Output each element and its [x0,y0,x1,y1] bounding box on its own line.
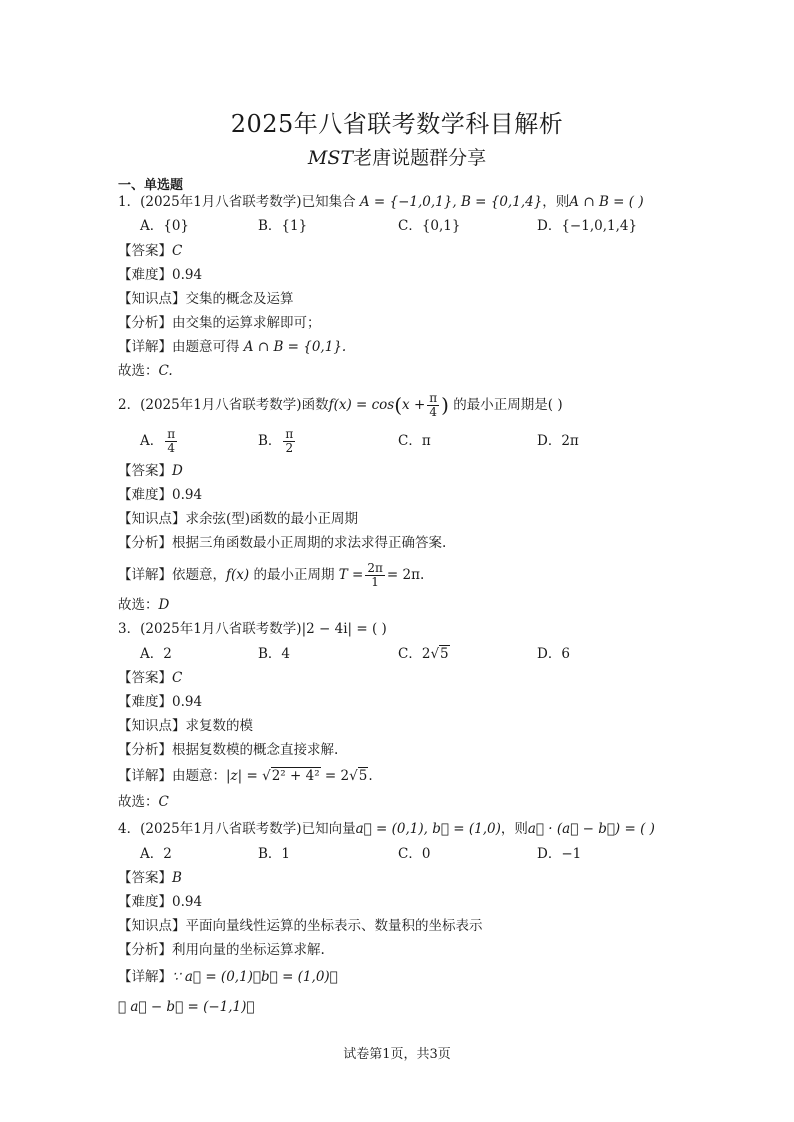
q3-option-d: D．6 [537,646,570,662]
difficulty-label: 【难度】 [118,487,172,503]
detail-radicand2: 5 [358,768,368,784]
q4-stem-text: (2025年1月八省联考数学)已知向量 [140,821,356,837]
q4-analysis [118,941,325,959]
q4-option-d: D．−1 [537,846,582,862]
analysis-label: 【分析】 [118,742,172,758]
analysis-value: 利用向量的坐标运算求解. [172,942,325,958]
difficulty-label: 【难度】 [118,894,172,910]
answer-value: D [172,463,183,479]
q2-stem-suffix: 的最小正周期是( ) [453,397,563,413]
q1-final [118,362,173,380]
q1-detail [118,338,346,356]
analysis-value: 根据复数模的概念直接求解. [172,742,339,758]
detail-math: A ∩ B = {0,1}. [243,339,347,355]
knowledge-label: 【知识点】 [118,918,186,934]
q2-detail [118,562,424,589]
q4-stem [118,820,655,838]
q4-stem-math: a⃗ = (0,1), b⃗ = (1,0) [355,821,501,837]
q1-stem-text: (2025年1月八省联考数学)已知集合 [140,194,356,210]
detail-radicand: 2² + 4² [271,768,320,784]
final-label: 故选： [118,363,159,379]
analysis-label: 【分析】 [118,535,172,551]
q1-option-c: C．{0,1} [398,218,461,234]
q2-knowledge [118,510,358,528]
q3-number: 3． [118,621,141,637]
answer-label: 【答案】 [118,463,172,479]
q2-number: 2． [118,397,141,413]
q3-difficulty [118,693,202,711]
analysis-label: 【分析】 [118,315,172,331]
subtitle-rest: 老唐说题群分享 [353,147,487,169]
detail-label: 【详解】 [118,339,172,355]
q4-knowledge [118,917,483,935]
q2-option-b: B． $\frac{\pi}{2}$ [258,427,294,455]
knowledge-label: 【知识点】 [118,511,186,527]
analysis-value: 由交集的运算求解即可； [172,315,321,331]
q3-final [118,793,169,811]
q1-knowledge [118,290,294,308]
q2-analysis [118,534,446,552]
answer-value: C [172,670,183,686]
answer-value: B [172,870,182,886]
q2-stem: 2．(2025年1月八省联考数学)函数f(x) = cos(x + $\frac{\pi}{4}$ ) 的最小正周期是( ) [118,391,563,419]
answer-value: C [172,243,183,259]
subtitle-latin: MST [307,147,354,169]
q4-option-a: A．2 [140,846,172,862]
knowledge-label: 【知识点】 [118,291,186,307]
detail-math-2: ∴ a⃗ − b⃗ = (−1,1)， [118,999,255,1015]
q3-analysis [118,741,338,759]
q4-option-b: B．1 [258,846,291,862]
difficulty-label: 【难度】 [118,694,172,710]
q3-stem [118,620,387,638]
q3-answer [118,669,182,687]
q1-stem-mid: ，则 [542,194,570,210]
final-answer: D [158,597,170,613]
q2-answer [118,462,183,480]
detail-math: ∵ a⃗ = (0,1)，b⃗ = (1,0)， [172,969,338,985]
q2-stem-f: f(x) = cos [328,397,395,413]
document-subtitle [0,143,794,170]
q4-detail-2 [118,998,255,1016]
detail-lhs: |z| = [226,768,258,784]
knowledge-value: 交集的概念及运算 [185,291,294,307]
answer-label: 【答案】 [118,670,172,686]
q3-option-a: A．2 [140,646,172,662]
q2-final [118,596,169,614]
detail-eq: = 2 [324,768,350,784]
knowledge-label: 【知识点】 [118,718,186,734]
q1-difficulty [118,266,202,284]
q3-knowledge [118,717,253,735]
final-answer: C. [158,363,173,379]
q2-stem-text: (2025年1月八省联考数学)函数 [140,397,329,413]
q3-detail: 【详解】由题意：|z| = √2² + 4² = 2√5. [118,768,373,784]
detail-text: 由题意： [172,768,226,784]
q3-option-c: C．2√5 [398,646,449,662]
detail-fx: f(x) [226,567,250,583]
difficulty-value: 0.94 [172,267,203,283]
detail-end: . [368,768,373,784]
q2-difficulty [118,486,202,504]
detail-label: 【详解】 [118,969,172,985]
q4-difficulty [118,893,202,911]
knowledge-value: 求余弦(型)函数的最小正周期 [185,511,359,527]
final-label: 故选： [118,597,159,613]
section-heading: 一、单选题 [118,178,184,193]
q4-number: 4． [118,821,141,837]
detail-label: 【详解】 [118,567,172,583]
q1-option-d: D．{−1,0,1,4} [537,218,638,234]
final-answer: C [158,794,169,810]
q1-stem-math2: A ∩ B = ( ) [569,194,644,210]
detail-fraction: $\frac{2\pi}{1}$ [367,561,383,589]
knowledge-value: 平面向量线性运算的坐标表示、数量积的坐标表示 [185,918,483,934]
q4-stem-math2: a⃗ · (a⃗ − b⃗) = ( ) [527,821,655,837]
q1-analysis [118,314,321,332]
analysis-value: 根据三角函数最小正周期的求法求得正确答案. [172,535,447,551]
detail-T: T = [338,567,364,583]
q1-stem [118,193,644,211]
detail-label: 【详解】 [118,768,172,784]
q4-stem-mid: ，则 [500,821,528,837]
difficulty-label: 【难度】 [118,267,172,283]
difficulty-value: 0.94 [172,487,203,503]
q1-answer [118,242,182,260]
q2-option-d: D．2π [537,433,579,449]
answer-label: 【答案】 [118,243,172,259]
page-footer: 试卷第1页，共3页 [343,1047,451,1062]
document-title: 2025年八省联考数学科目解析 [230,110,564,138]
q3-option-b: B．4 [258,646,291,662]
detail-mid: 的最小正周期 [253,567,335,583]
detail-text: 由题意可得 [172,339,240,355]
q3-stem-math: |2 − 4i| = ( ) [301,621,387,637]
q1-stem-math: A = {−1,0,1}, B = {0,1,4} [359,194,543,210]
q4-option-c: C．0 [398,846,431,862]
detail-end: = 2π. [386,567,425,583]
q1-option-a: A．{0} [140,218,190,234]
knowledge-value: 求复数的模 [185,718,253,734]
q4-answer [118,869,182,887]
q2-option-a: A． $\frac{\pi}{4}$ [140,427,176,455]
q2-option-c: C．π [398,433,431,449]
q2-stem-x: x + [402,397,426,413]
q1-option-b: B．{1} [258,218,308,234]
detail-text: 依题意， [172,567,226,583]
q1-number: 1． [118,194,141,210]
q3-stem-text: (2025年1月八省联考数学) [140,621,302,637]
analysis-label: 【分析】 [118,942,172,958]
difficulty-value: 0.94 [172,694,203,710]
answer-label: 【答案】 [118,870,172,886]
q2-stem-fraction: $\frac{\pi}{4}$ [429,391,438,419]
difficulty-value: 0.94 [172,894,203,910]
q4-detail [118,968,338,986]
final-label: 故选： [118,794,159,810]
